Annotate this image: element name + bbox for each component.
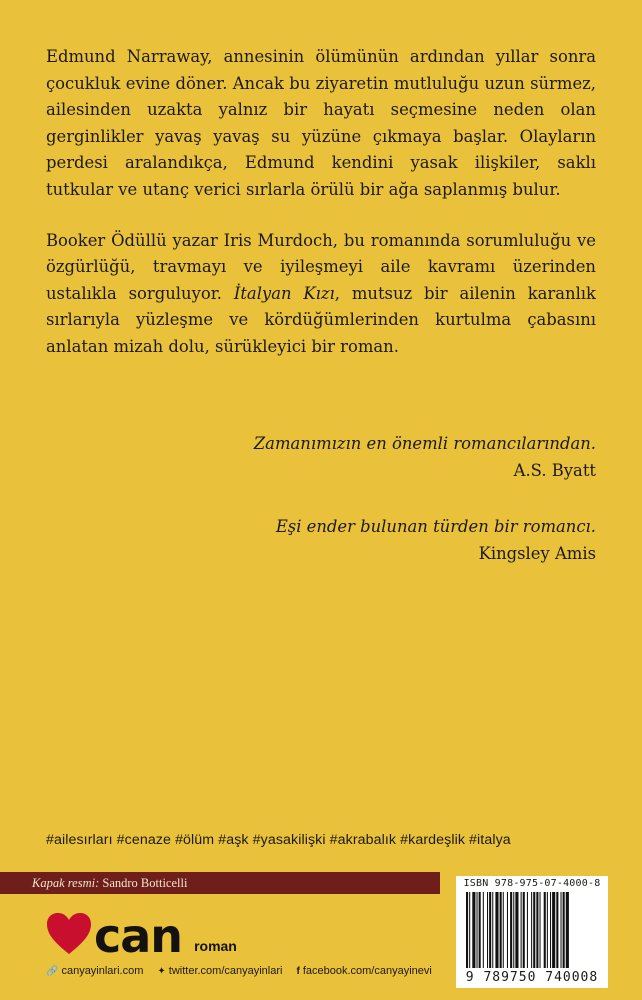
credit-name: Sandro Botticelli — [102, 876, 188, 890]
quote-text: Zamanımızın en önemli romancılarından. — [253, 434, 596, 453]
twitter-icon: ✦ — [157, 966, 166, 977]
contact-twitter[interactable] — [157, 965, 282, 977]
heart-icon — [46, 912, 92, 956]
quote-author: Kingsley Amis — [478, 544, 596, 563]
quote-text: Eşi ender bulunan türden bir romancı. — [275, 517, 596, 536]
book-title-italic: İtalyan Kızı — [233, 283, 335, 303]
blurb-paragraph-1: Edmund Narraway, annesinin ölümünün ardından yıllar sonra çocukluk evine döner. Ancak bu ziyaretin mutluluğu uzun sürmez, ailesinden uzakta yalnız bir hayatı seçmesine neden olan gerginlikler yavaş yavaş su yüzüne çıkmaya başlar. Olayların perdesi aralandıkça, Edmund kendini yasak ilişkiler, saklı tutkular ve utanç verici sırlarla örülü bir ağa saplanmış bulur. — [46, 47, 596, 199]
blurb-paragraph-2-start: Booker Ödüllü yazar Iris Murdoch, bu romanında sorumluluğu ve özgürlüğü, travmayı ve iyileşmeyi aile kavramı üzerinden ustalıkla sorguluyor. — [46, 230, 596, 303]
barcode-bars — [464, 892, 600, 968]
ean-digits: 9 789750 740008 — [465, 970, 599, 985]
publisher-contacts — [46, 965, 432, 977]
website-text: canyayinlari.com — [61, 965, 144, 977]
series-label: roman — [194, 938, 237, 954]
publisher-wordmark: can — [94, 909, 183, 963]
blurb-paragraph-2 — [46, 228, 596, 361]
credit-label: Kapak resmi: — [32, 876, 100, 890]
blurb-paragraph-2-end: , mutsuz bir ailenin karanlık sırlarıyla yüzleşme ve kördüğümlerinden kurtulma çabasını anlatan mizah dolu, sürükleyici bir roman. — [46, 283, 596, 356]
twitter-text: twitter.com/canyayinlari — [168, 965, 283, 977]
isbn-barcode — [456, 876, 608, 988]
contact-website[interactable] — [46, 965, 143, 977]
publisher-logo — [46, 908, 237, 963]
facebook-text: facebook.com/canyayinevi — [302, 965, 432, 977]
back-cover-blurb — [46, 44, 596, 361]
review-quote-2 — [276, 513, 596, 567]
review-quote-1 — [254, 430, 596, 484]
hashtags: #ailesırları #cenaze #ölüm #aşk #yasakilişki #akrabalık #kardeşlik #italya — [46, 832, 511, 848]
cover-credit-band — [0, 872, 440, 894]
isbn-text: ISBN 978-975-07-4000-8 — [463, 878, 601, 889]
facebook-icon: f — [296, 966, 300, 977]
quote-author: A.S. Byatt — [513, 461, 596, 480]
contact-facebook[interactable] — [296, 965, 431, 977]
link-icon: 🔗 — [46, 966, 59, 977]
